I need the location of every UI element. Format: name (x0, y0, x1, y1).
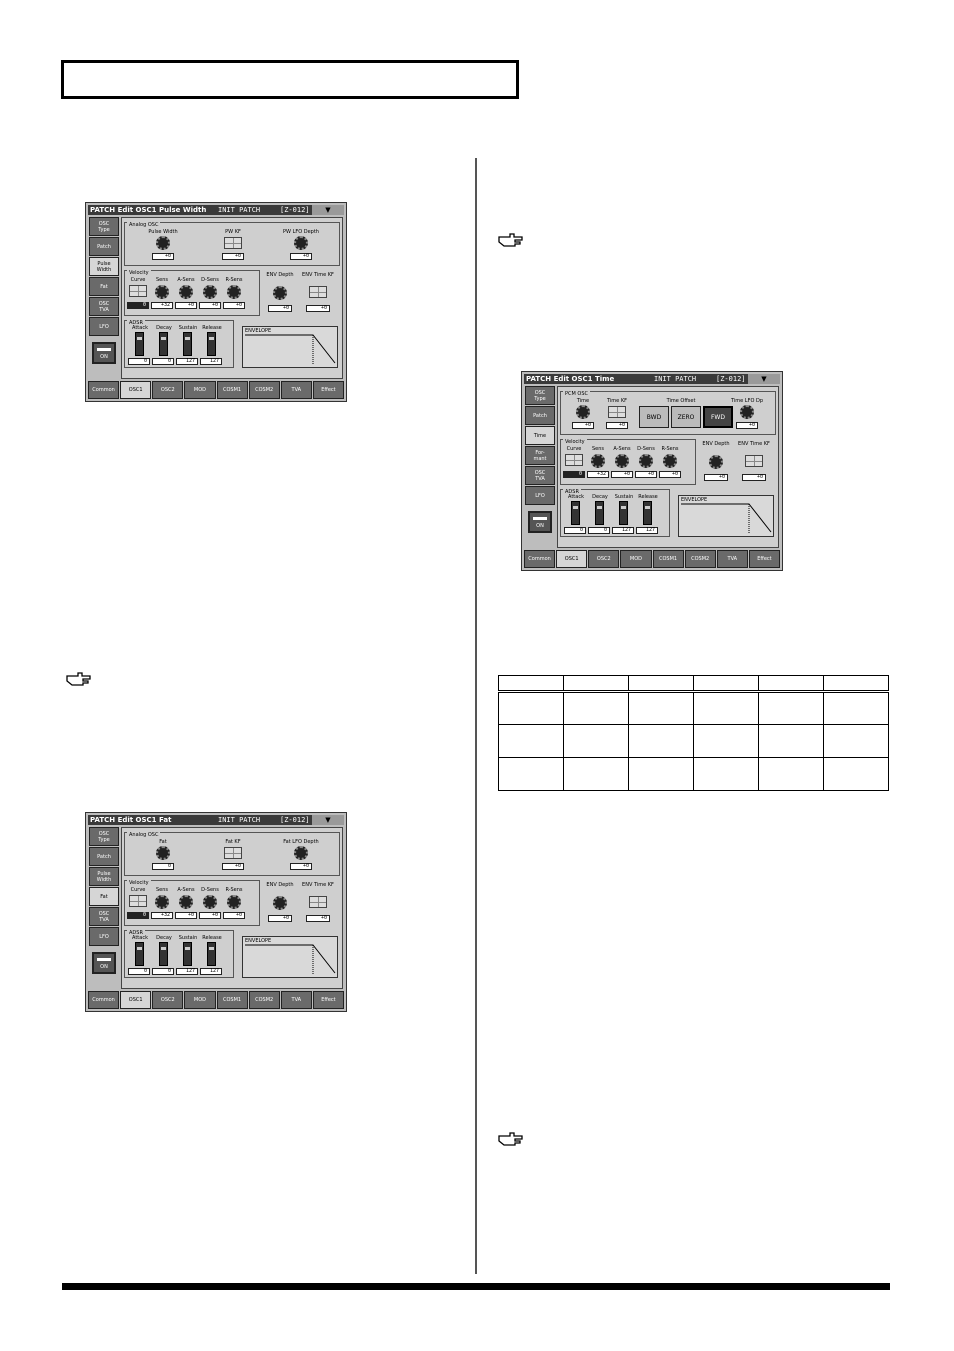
side-tab[interactable]: Pulse Width (89, 867, 119, 886)
side-tabs (89, 217, 119, 364)
adsr-value: 127 (200, 358, 222, 365)
velocity-value: +32 (151, 912, 173, 919)
velocity-value: +32 (587, 471, 609, 478)
param-value: +0 (152, 253, 174, 260)
adsr-value: 0 (128, 968, 150, 975)
bottom-tab-row (88, 991, 344, 1009)
adsr-section (124, 930, 234, 978)
env-params (262, 880, 338, 926)
column-divider (475, 158, 477, 1274)
adsr-slider[interactable] (159, 332, 168, 356)
adsr-slider[interactable] (207, 942, 216, 966)
param-knob[interactable] (576, 405, 590, 419)
side-tab[interactable]: Time (525, 426, 555, 445)
adsr-slider[interactable] (183, 942, 192, 966)
adsr-label: Attack (132, 935, 148, 941)
bottom-tab[interactable]: OSC1 (556, 550, 587, 568)
header-box (61, 60, 519, 99)
patch-select-arrow-icon[interactable]: ▼ (312, 815, 344, 825)
velocity-value: +0 (659, 471, 681, 478)
side-tab[interactable]: Patch (89, 237, 119, 256)
velocity-section-title: Velocity (565, 439, 585, 445)
velocity-value: 0 (563, 471, 585, 478)
side-tab[interactable]: Pulse Width (89, 257, 119, 276)
envelope-label: ENVELOPE (245, 328, 272, 334)
side-tab[interactable]: Fat (89, 277, 119, 296)
envelope-graph (242, 936, 338, 978)
adsr-value: 127 (176, 968, 198, 975)
velocity-knob[interactable] (663, 454, 677, 468)
velocity-label: R-Sens (225, 887, 243, 893)
on-toggle-button[interactable] (92, 952, 116, 974)
env-params (262, 270, 338, 316)
bottom-tab-row (524, 550, 780, 568)
screen-title-bar (88, 815, 344, 825)
bottom-tab[interactable]: OSC1 (120, 381, 151, 399)
velocity-section (124, 270, 260, 316)
side-tab[interactable]: OSC Type (89, 217, 119, 236)
param-label: Time Offset (666, 398, 696, 404)
adsr-label: Sustain (178, 325, 198, 331)
time-offset-button[interactable]: ZERO (671, 406, 701, 428)
velocity-value: 0 (127, 302, 149, 309)
velocity-value: +0 (175, 302, 197, 309)
param-knob[interactable] (156, 236, 170, 250)
adsr-label: Release (638, 494, 658, 500)
velocity-knob[interactable] (227, 285, 241, 299)
side-tab[interactable]: OSC TVA (525, 466, 555, 485)
bottom-tab[interactable]: COSM2 (249, 381, 280, 399)
adsr-slider[interactable] (571, 501, 580, 525)
bottom-tab[interactable]: MOD (184, 991, 215, 1009)
env-param-value: +0 (704, 474, 728, 481)
param-value: 0 (152, 863, 174, 870)
side-tab[interactable]: OSC TVA (89, 297, 119, 316)
edit-panel (121, 827, 343, 989)
velocity-label: R-Sens (225, 277, 243, 283)
velocity-knob[interactable] (155, 285, 169, 299)
param-knob[interactable] (740, 405, 754, 419)
bottom-tab[interactable]: COSM2 (685, 550, 716, 568)
side-tabs (89, 827, 119, 974)
envelope-curve (243, 937, 337, 977)
bottom-tab[interactable]: TVA (717, 550, 748, 568)
osc-section (124, 832, 340, 876)
adsr-label: Decay (156, 325, 172, 331)
adsr-label: Decay (156, 935, 172, 941)
keyfollow-grid[interactable] (608, 406, 626, 418)
param-label: Fat LFO Depth (283, 839, 319, 845)
device-screen (521, 371, 783, 571)
time-offset-button[interactable]: BWD (639, 406, 669, 428)
param-label: Fat KF (225, 839, 241, 845)
velocity-section-title: Velocity (129, 270, 149, 276)
keyfollow-grid[interactable] (224, 237, 242, 249)
param-value: +0 (606, 422, 628, 429)
adsr-label: Attack (568, 494, 584, 500)
on-label: ON (100, 354, 108, 360)
param-label: PW KF (225, 229, 241, 235)
param-value: +0 (222, 253, 244, 260)
velocity-section (560, 439, 696, 485)
velocity-label: Curve (130, 887, 146, 893)
on-toggle-button[interactable] (528, 511, 552, 533)
adsr-slider[interactable] (595, 501, 604, 525)
side-tab[interactable]: Patch (89, 847, 119, 866)
adsr-value: 0 (128, 358, 150, 365)
patch-number: [Z-012] (280, 816, 310, 824)
velocity-label: D-Sens (201, 887, 219, 893)
bottom-tab[interactable]: COSM1 (217, 381, 248, 399)
velocity-label: A-Sens (177, 277, 195, 283)
env-time-grid[interactable] (309, 286, 327, 298)
param-label: Pulse Width (148, 229, 178, 235)
adsr-value: 0 (152, 358, 174, 365)
parameter-table (498, 675, 889, 791)
screen-title-bar (524, 374, 780, 384)
adsr-section-title: ADSR (129, 320, 143, 326)
patch-select-arrow-icon[interactable]: ▼ (748, 374, 780, 384)
envelope-label: ENVELOPE (245, 938, 272, 944)
screen-title: PATCH Edit OSC1 Time (526, 375, 615, 383)
adsr-label: Release (202, 325, 222, 331)
env-depth-knob[interactable] (273, 896, 287, 910)
adsr-label: Decay (592, 494, 608, 500)
osc-section-title: PCM OSC (565, 391, 589, 397)
param-value: +0 (290, 863, 312, 870)
bottom-tab[interactable]: OSC1 (120, 991, 151, 1009)
velocity-label: A-Sens (177, 887, 195, 893)
velocity-value: +32 (151, 302, 173, 309)
device-screen (85, 202, 347, 402)
side-tab[interactable]: Patch (525, 406, 555, 425)
velocity-label: Sens (155, 887, 169, 893)
env-param-value: +0 (306, 305, 330, 312)
velocity-knob[interactable] (203, 895, 217, 909)
velocity-knob[interactable] (179, 895, 193, 909)
reference-hand-icon (498, 232, 524, 248)
adsr-value: 127 (200, 968, 222, 975)
param-label: Time LFO Dp (730, 398, 764, 404)
bottom-tab[interactable]: Effect (313, 381, 344, 399)
adsr-value: 0 (588, 527, 610, 534)
velocity-value: +0 (223, 912, 245, 919)
side-tab[interactable]: LFO (89, 927, 119, 946)
patch-name: INIT PATCH (218, 206, 261, 214)
reference-hand-icon (498, 1131, 524, 1147)
velocity-value: +0 (199, 912, 221, 919)
adsr-slider[interactable] (207, 332, 216, 356)
adsr-slider[interactable] (643, 501, 652, 525)
env-depth-knob[interactable] (273, 286, 287, 300)
adsr-section-title: ADSR (129, 930, 143, 936)
adsr-label: Sustain (614, 494, 634, 500)
env-param-value: +0 (268, 915, 292, 922)
velocity-label: A-Sens (613, 446, 631, 452)
device-screen (85, 812, 347, 1012)
envelope-label: ENVELOPE (681, 497, 708, 503)
bottom-tab[interactable]: OSC2 (588, 550, 619, 568)
envelope-curve (679, 496, 773, 536)
env-time-grid[interactable] (745, 455, 763, 467)
env-param-value: +0 (306, 915, 330, 922)
edit-panel (557, 386, 779, 548)
side-tab[interactable]: LFO (525, 486, 555, 505)
env-param-label: ENV Time KF (302, 882, 334, 888)
param-knob[interactable] (294, 846, 308, 860)
adsr-section (124, 320, 234, 368)
edit-panel (121, 217, 343, 379)
adsr-slider[interactable] (183, 332, 192, 356)
velocity-value: +0 (635, 471, 657, 478)
patch-select-arrow-icon[interactable]: ▼ (312, 205, 344, 215)
on-label: ON (536, 523, 544, 529)
velocity-knob[interactable] (203, 285, 217, 299)
velocity-label: Sens (155, 277, 169, 283)
adsr-value: 0 (152, 968, 174, 975)
velocity-knob[interactable] (615, 454, 629, 468)
param-knob[interactable] (294, 236, 308, 250)
bottom-tab[interactable]: TVA (281, 991, 312, 1009)
env-time-grid[interactable] (309, 896, 327, 908)
side-tab[interactable]: Fat (89, 887, 119, 906)
footer-rule (62, 1283, 890, 1290)
bottom-tab-row (88, 381, 344, 399)
param-label: Fat (159, 839, 167, 845)
bottom-tab[interactable]: OSC2 (152, 991, 183, 1009)
adsr-slider[interactable] (135, 332, 144, 356)
adsr-value: 0 (564, 527, 586, 534)
bottom-tab[interactable]: COSM1 (653, 550, 684, 568)
screen-title-bar (88, 205, 344, 215)
side-tabs (525, 386, 555, 533)
param-label: Time KF (607, 398, 627, 404)
osc-section-title: Analog OSC (129, 832, 159, 838)
param-label: PW LFO Depth (283, 229, 319, 235)
velocity-value: +0 (223, 302, 245, 309)
screen-title: PATCH Edit OSC1 Pulse Width (90, 206, 207, 214)
on-toggle-button[interactable] (92, 342, 116, 364)
velocity-curve-grid[interactable] (565, 454, 583, 466)
param-value: +0 (222, 863, 244, 870)
velocity-value: 0 (127, 912, 149, 919)
param-value: +0 (736, 422, 758, 429)
bottom-tab[interactable]: Effect (313, 991, 344, 1009)
side-tab[interactable]: For- mant (525, 446, 555, 465)
screen-title: PATCH Edit OSC1 Fat (90, 816, 172, 824)
adsr-label: Sustain (178, 935, 198, 941)
velocity-knob[interactable] (591, 454, 605, 468)
env-param-label: ENV Time KF (738, 441, 770, 447)
velocity-label: D-Sens (637, 446, 655, 452)
adsr-slider[interactable] (135, 942, 144, 966)
adsr-section-title: ADSR (565, 489, 579, 495)
adsr-section (560, 489, 670, 537)
keyfollow-grid[interactable] (224, 847, 242, 859)
time-offset-button[interactable]: FWD (703, 406, 733, 428)
envelope-graph (678, 495, 774, 537)
velocity-label: R-Sens (661, 446, 679, 452)
env-depth-knob[interactable] (709, 455, 723, 469)
patch-name: INIT PATCH (654, 375, 697, 383)
bottom-tab[interactable]: MOD (184, 381, 215, 399)
velocity-curve-grid[interactable] (129, 285, 147, 297)
adsr-value: 127 (612, 527, 634, 534)
velocity-knob[interactable] (227, 895, 241, 909)
env-param-value: +0 (268, 305, 292, 312)
velocity-knob[interactable] (179, 285, 193, 299)
bottom-tab[interactable]: Common (524, 550, 555, 568)
env-params (698, 439, 774, 485)
velocity-curve-grid[interactable] (129, 895, 147, 907)
adsr-label: Attack (132, 325, 148, 331)
bottom-tab[interactable]: Effect (749, 550, 780, 568)
param-knob[interactable] (156, 846, 170, 860)
velocity-label: Curve (130, 277, 146, 283)
adsr-value: 127 (636, 527, 658, 534)
env-param-value: +0 (742, 474, 766, 481)
velocity-section-title: Velocity (129, 880, 149, 886)
env-param-label: ENV Time KF (302, 272, 334, 278)
osc-section (124, 222, 340, 266)
bottom-tab[interactable]: MOD (620, 550, 651, 568)
velocity-knob[interactable] (639, 454, 653, 468)
env-param-label: ENV Depth (702, 441, 730, 447)
env-param-label: ENV Depth (266, 882, 294, 888)
side-tab[interactable]: LFO (89, 317, 119, 336)
velocity-label: Sens (591, 446, 605, 452)
bottom-tab[interactable]: COSM1 (217, 991, 248, 1009)
param-value: +0 (572, 422, 594, 429)
envelope-graph (242, 326, 338, 368)
adsr-label: Release (202, 935, 222, 941)
velocity-knob[interactable] (155, 895, 169, 909)
velocity-label: Curve (566, 446, 582, 452)
bottom-tab[interactable]: COSM2 (249, 991, 280, 1009)
velocity-section (124, 880, 260, 926)
envelope-curve (243, 327, 337, 367)
bottom-tab[interactable]: OSC2 (152, 381, 183, 399)
bottom-tab[interactable]: Common (88, 381, 119, 399)
side-tab[interactable]: OSC Type (525, 386, 555, 405)
osc-section (560, 391, 776, 435)
patch-number: [Z-012] (716, 375, 746, 383)
velocity-value: +0 (611, 471, 633, 478)
adsr-slider[interactable] (619, 501, 628, 525)
patch-name: INIT PATCH (218, 816, 261, 824)
side-tab[interactable]: OSC Type (89, 827, 119, 846)
on-label: ON (100, 964, 108, 970)
env-param-label: ENV Depth (266, 272, 294, 278)
bottom-tab[interactable]: Common (88, 991, 119, 1009)
velocity-value: +0 (199, 302, 221, 309)
adsr-slider[interactable] (159, 942, 168, 966)
bottom-tab[interactable]: TVA (281, 381, 312, 399)
side-tab[interactable]: OSC TVA (89, 907, 119, 926)
param-value: +0 (290, 253, 312, 260)
reference-hand-icon (66, 671, 92, 687)
osc-section-title: Analog OSC (129, 222, 159, 228)
velocity-value: +0 (175, 912, 197, 919)
patch-number: [Z-012] (280, 206, 310, 214)
param-label: Time (576, 398, 590, 404)
adsr-value: 127 (176, 358, 198, 365)
velocity-label: D-Sens (201, 277, 219, 283)
